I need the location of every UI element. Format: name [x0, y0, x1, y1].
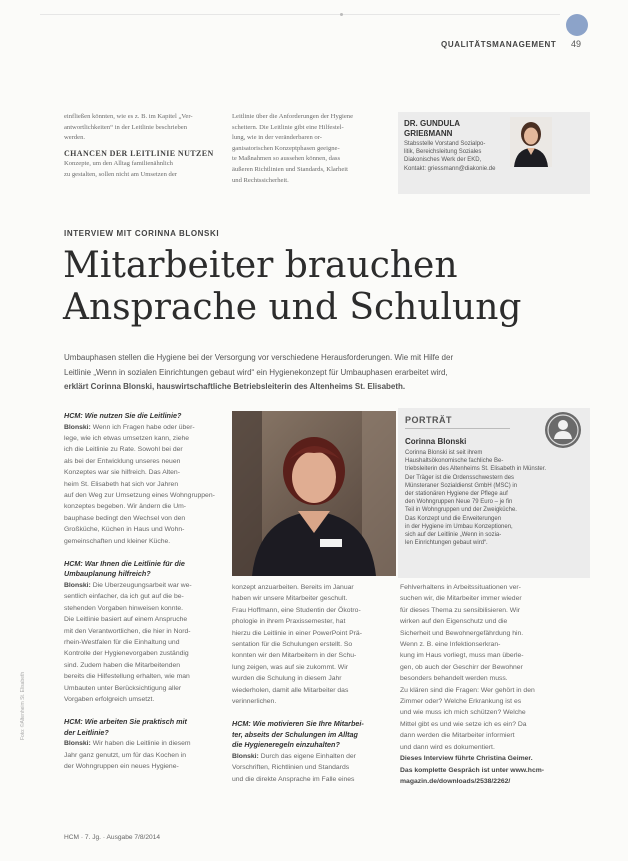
lead-line: Umbauphasen stellen die Hygiene bei der Versorgung vor verschiedene Herausforderungen. Wie mit Hilfe der: [64, 353, 454, 362]
speaker-label: Blonski:: [64, 423, 91, 431]
text-line: zu gestalten, sollen nicht am Umsetzen der: [64, 170, 177, 178]
bio-line: der stationären Hygiene der Pflege auf: [405, 491, 508, 498]
person-icon: [543, 410, 583, 450]
answer-line: Wenn ich Fragen habe oder über-: [92, 423, 195, 431]
answer: [64, 422, 224, 547]
top-column-middle: [232, 112, 392, 186]
question-line: die Hygieneregeln einzuhalten?: [232, 740, 340, 750]
answer-line: dann werden die Mitarbeiter informiert: [400, 732, 515, 740]
author-name: [404, 119, 514, 139]
speaker-label: Blonski:: [64, 581, 91, 589]
question: [232, 719, 392, 751]
bio-line: sich auf der Leitlinie „Wenn in sozia-: [405, 532, 502, 539]
answer-line: für dieses Thema zu sensibilisieren. Wir: [400, 606, 520, 614]
interviewee-photo: [232, 411, 396, 576]
bio-line: in der Hygiene im Umbau Konzeptionen,: [405, 523, 513, 530]
answer-line: Vorschriften, Richtlinien und Standards: [232, 764, 350, 772]
subheading: CHANCEN DER LEITLINIE NUTZEN: [64, 148, 214, 158]
answer-line: lege, wie ich etwas umsetzen kann, ziehe: [64, 434, 190, 442]
answer-line: Die Leitlinie basiert auf einem Anspruche: [64, 616, 188, 624]
answer-line: und die direkte Ansprache im Falle eines: [232, 775, 355, 783]
answer-line: bereits die Hilfestellung erhalten, wie man: [64, 673, 190, 681]
answer-line: bauphase bedingt den Wechsel von den: [64, 514, 186, 522]
answer-line: mit den Verantwortlichen, die hier in Nord-: [64, 627, 191, 635]
text-line: antwortlichkeiten“ in der Leitlinie beschrieben: [64, 123, 188, 131]
answer-line: verinnerlichen.: [232, 698, 277, 706]
question: [64, 559, 224, 580]
answer-line: hierzu die Leitlinie in einer PowerPoint Prä-: [232, 629, 362, 637]
answer-line: Frau Hoffmann, eine Studentin der Ökotro-: [232, 606, 361, 614]
answer-line: auf den Weg zur Umsetzung eines Wohngruppen-: [64, 491, 215, 499]
answer-line: als bei der Entwicklung unseres neuen: [64, 457, 181, 465]
text-line: Leitlinie über die Anforderungen der Hygiene: [232, 113, 354, 120]
bio-line: Haushaltsökonomische fachliche Be-: [405, 458, 504, 465]
bio-line: litik, Bereichsleitung Soziales: [404, 149, 482, 156]
bio-line: Corinna Blonski ist seit ihrem: [405, 450, 483, 456]
portrait-divider: [405, 428, 510, 429]
text-line: te Maßnahmen so aussehen können, dass: [232, 155, 341, 163]
portrait-bio: [405, 449, 585, 547]
answer-line: konzeptes begeben. Wir ändern die Um-: [64, 503, 187, 511]
question: [64, 717, 224, 738]
answer-line: Die Uberzeugungsarbeit war we-: [92, 581, 192, 589]
answer-line: sentlich einfacher, da ich gut auf die be-: [64, 593, 184, 601]
answer-line: besonders behandelt werden muss.: [400, 675, 508, 683]
bio-line: den Wohngruppen Neue 79 Euro – je fin: [405, 499, 513, 506]
column-left: [64, 411, 224, 773]
answer-line: Umbauten unter Berücksichtigung aller: [64, 684, 182, 692]
answer: [64, 738, 224, 772]
answer: [400, 582, 576, 753]
page-number: 49: [571, 39, 582, 49]
answer-line: und wie muss ich mich schützen? Welche: [400, 709, 526, 717]
bio-line: Teil in Wohngruppen und der Zweigküche.: [405, 507, 517, 514]
answer-line: Wenn z. B. eine Infektionserkran-: [400, 641, 501, 649]
author-photo: [510, 117, 552, 167]
speaker-label: Blonski:: [64, 740, 91, 748]
top-dot: [340, 13, 343, 16]
answer-line: Großküche, Küchen in Haus und Wohn-: [64, 526, 185, 534]
lead-line: erklärt Corinna Blonski, hauswirtschaftliche Betriebsleiterin des Altenheims St. Elisabeth.: [64, 382, 406, 391]
answer-line: sentation für die Schulungen erstellt. So: [232, 641, 353, 649]
bio-line: Kontakt: griessmann@diakonie.de: [404, 165, 496, 172]
bio-line: Diakonisches Werk der EKD,: [404, 157, 482, 164]
bio-line: Das Konzept und die Erweiterungen: [405, 515, 502, 522]
answer: [64, 580, 224, 705]
answer-line: rhein-Westfalen für die Einhaltung und: [64, 639, 180, 646]
article-kicker: INTERVIEW MIT CORINNA BLONSKI: [64, 229, 220, 238]
bio-line: Stabsstelle Vorstand Sozialpo-: [404, 141, 486, 147]
answer-line: sind. Zudem haben die Mitarbeitenden: [64, 661, 180, 669]
top-rule: [40, 14, 560, 15]
title-line: Ansprache und Schulung: [63, 287, 522, 328]
text-line: lung, wie in der veränderbaren or-: [232, 134, 322, 142]
photo-credit: Foto: ©Altenheim St. Elisabeth: [20, 671, 26, 740]
author-name-line: GRIEßMANN: [404, 129, 453, 138]
answer-line: der Wohngruppen ein neues Hygiene-: [64, 763, 179, 771]
corner-marker: [566, 14, 588, 36]
answer-line: gen, ob auch der Geschirr der Bewohner: [400, 663, 523, 671]
title-line: Mitarbeiter brauchen: [63, 245, 458, 286]
answer-line: wirken auf den Eigenschutz und die: [400, 618, 508, 626]
speaker-label: Blonski:: [232, 752, 259, 760]
note-line: Dieses Interview führte Christina Geimer.: [400, 755, 533, 763]
answer-line: Vorgaben erfolgreich umsetzt.: [64, 696, 155, 704]
question-line: der Leitlinie?: [64, 727, 109, 737]
top-column-left: [64, 112, 224, 181]
bio-line: Der Träger ist die Ordensschwestern des: [405, 474, 515, 481]
answer-line: kung im Haus vorliegt, muss man überle-: [400, 652, 524, 660]
article-lead: [64, 351, 584, 395]
answer-line: Fehlverhaltens in Arbeitssituationen ver-: [400, 584, 521, 591]
answer: [232, 751, 392, 785]
answer-line: wurden die Schulung in diesem Jahr: [232, 675, 342, 683]
article-title: [63, 245, 583, 329]
bio-line: Münsteraner Sozialdienst GmbH (MSC) in: [405, 482, 518, 489]
answer-line: Zu klären sind die Fragen: Wer gehört in den: [400, 686, 535, 694]
question-line: HCM: Wie motivieren Sie Ihre Mitarbei-: [232, 719, 364, 729]
column-right: [400, 582, 576, 787]
answer-line: konzept anzuarbeiten. Bereits im Januar: [232, 584, 354, 591]
answer-line: Durch das eigene Einhalten der: [260, 752, 356, 760]
bio-line: triebsleiterin des Altenheims St. Elisabeth in Münster.: [405, 466, 547, 473]
text-line: werden.: [64, 134, 86, 142]
question-line: HCM: War Ihnen die Leitlinie für die: [64, 558, 185, 568]
answer-line: heim St. Elisabeth hat sich vor Jahren: [64, 480, 179, 488]
question-line: ter, abseits der Schulungen im Alltag: [232, 729, 358, 739]
answer-line: Wir haben die Leitlinie in diesem: [92, 740, 191, 748]
section-label: QUALITÄTSMANAGEMENT: [441, 40, 557, 49]
answer-line: Jahr ganz genutzt, um für das Kochen in: [64, 751, 187, 759]
answer: [232, 582, 392, 707]
answer-line: Mittel gibt es und wie setze ich es ein? Da: [400, 720, 527, 728]
text-line: einfließen könnten, wie es z. B. im Kapitel „Ver-: [64, 113, 193, 120]
question-line: Umbauplanung hilfreich?: [64, 569, 151, 579]
author-name-line: DR. GUNDULA: [404, 119, 460, 128]
author-bio: [404, 140, 522, 173]
answer-line: gemeinschaften und kleiner Küche.: [64, 537, 171, 545]
text-line: ganisatorischen Konzeptphasen geeigne-: [232, 144, 340, 152]
text-line: Konzepte, um den Alltag familienähnlich: [64, 160, 173, 168]
answer-line: ich die Leitlinie zu Rate. Sowohl bei der: [64, 446, 183, 454]
answer-line: stehenden Vorgaben hinweisen konnte.: [64, 604, 184, 612]
answer-line: Sicherheit und Bewohnergefährdung hin.: [400, 629, 524, 637]
interview-note: [400, 753, 576, 787]
answer-line: Zimmer oder? Welche Erkrankung ist es: [400, 698, 522, 706]
text-line: und Rechtssicherheit.: [232, 176, 289, 184]
question: HCM: Wie nutzen Sie die Leitlinie?: [64, 411, 182, 420]
lead-line: Leitlinie „Wenn in sozialen Einrichtungen gebaut wird“ ein Hygienekonzept für Umbauphasen erarbeitet wird,: [64, 367, 448, 377]
answer-line: suchen wir, die Mitarbeiter immer wieder: [400, 595, 522, 603]
answer-line: haben wir unsere Mitarbeiter geschult.: [232, 595, 348, 603]
bio-line: len Einrichtungen gebaut wird“.: [405, 540, 488, 547]
question-line: HCM: Wie arbeiten Sie praktisch mit: [64, 717, 187, 727]
answer-line: Kontrolle der Hygienevorgaben zuständig: [64, 650, 189, 658]
portrait-name: Corinna Blonski: [405, 437, 467, 446]
answer-line: phologie in ihrem Praxissemester, hat: [232, 618, 346, 626]
answer-line: konnten wir den Mitarbeitern in der Schu-: [232, 652, 357, 660]
note-line: Das komplette Gespräch ist unter www.hcm-: [400, 766, 545, 774]
text-line: äußeren Richtlinien und Standards, Klarheit: [232, 165, 348, 173]
portrait-label: PORTRÄT: [405, 415, 452, 425]
text-line: scheitern. Die Leitlinie gibt eine Hilfestel-: [232, 123, 344, 131]
page-footer: HCM · 7. Jg. · Ausgabe 7/8/2014: [64, 834, 161, 841]
download-link[interactable]: magazin.de/downloads/2538/2262/: [400, 777, 511, 785]
answer-line: Konzeptes war sie hilfreich. Das Alten-: [64, 469, 180, 477]
answer-line: wiederholen, damit alle Mitarbeiter das: [232, 686, 349, 694]
answer-line: und dann wird es dokumentiert.: [400, 743, 495, 751]
column-middle: [232, 582, 392, 785]
answer-line: lung zeigen, was auf sie zukommt. Wir: [232, 663, 348, 671]
